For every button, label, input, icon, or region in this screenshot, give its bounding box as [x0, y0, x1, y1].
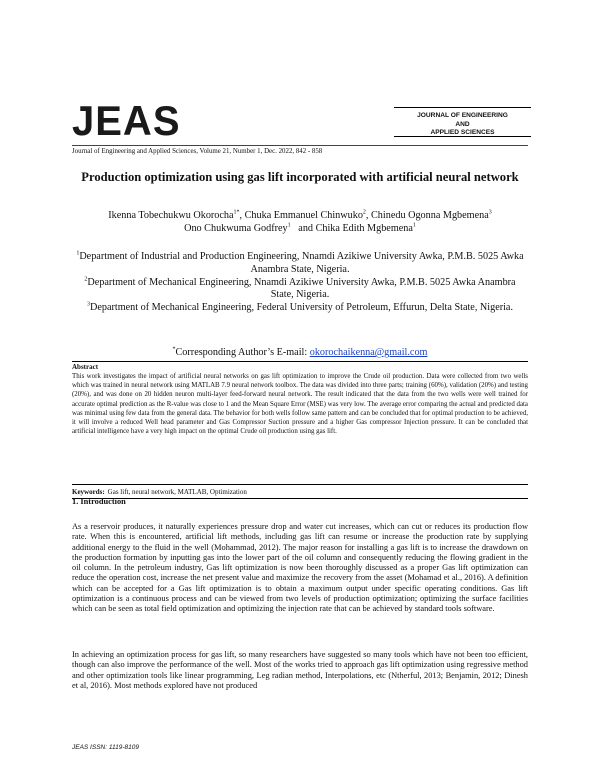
author-line-1: Ikenna Tobechukwu Okorocha$^{1*}$, Chuka Emmanuel Chinwuko$^2$, Chinedu Ogonna Mgbemena$^3$ — [108, 209, 492, 221]
journal-logo: JEAS — [72, 98, 181, 145]
intro-paragraph-2: In achieving an optimization process for gas lift, so many researchers have suggested so many tools which have not been too efficient, though can also improve the performance of the well. Most of the works tried to approach gas lift optimization using regressive method and other optimization tools like linear programming, Leg radian method, Interpolations, etc (Ntherful, 2013; Benjamin, 2012; Dinesh et al, 2016). Most methods explored have not produced — [72, 650, 528, 690]
header-divider — [72, 145, 528, 146]
journal-citation: Journal of Engineering and Applied Sciences, Volume 21, Number 1, Dec. 2022, 842 - 858 — [72, 148, 323, 155]
header-rule-top — [394, 107, 531, 108]
affiliation-item — [72, 277, 528, 303]
author-name: Ikenna Tobechukwu Okorocha — [108, 210, 234, 221]
journal-name-line: JOURNAL OF ENGINEERING — [417, 112, 508, 119]
affiliation-item — [72, 302, 528, 315]
keywords-line — [72, 488, 247, 496]
author-affil-mark: 1 — [287, 222, 291, 229]
author-affil-mark: 1* — [233, 209, 240, 216]
abstract-section — [72, 361, 528, 485]
paper-title: Production optimization using gas lift incorporated with artificial neural network — [81, 170, 519, 184]
keywords-rule — [72, 498, 528, 499]
affiliation-mark: 3 — [86, 301, 90, 308]
corresponding-label: Corresponding Author’s E-mail: — [175, 347, 310, 358]
affiliation-mark: 1 — [76, 250, 80, 257]
corresponding-mark: * — [172, 346, 176, 353]
author-affil-mark: 1 — [412, 222, 416, 229]
corresponding-email-link[interactable]: okorochaikenna@gmail.com — [309, 347, 428, 358]
author-name: Chuka Emmanuel Chinwuko — [244, 210, 363, 221]
author-joiner: and — [298, 223, 314, 234]
affiliation-text: Department of Mechanical Engineering, Nnamdi Azikiwe University Awka, P.M.B. 5025 Awka Anambra State, Nigeria. — [87, 276, 516, 301]
journal-name-line: AND — [455, 120, 470, 128]
corresponding-author — [72, 347, 528, 358]
keywords-label: Keywords: — [72, 488, 105, 496]
keywords-text: Gas lift, neural network, MATLAB, Optimization — [107, 488, 247, 496]
intro-heading: 1. Introduction — [72, 497, 126, 506]
affiliation-text: Department of Mechanical Engineering, Federal University of Petroleum, Effurun, Delta State, Nigeria. — [89, 302, 514, 314]
affiliation-mark: 2 — [84, 276, 88, 283]
header-rule-bottom — [394, 136, 531, 137]
author-name: Ono Chukwuma Godfrey — [184, 223, 288, 234]
author-list — [72, 209, 528, 235]
author-line-2 — [72, 222, 528, 235]
affiliations — [72, 251, 528, 315]
journal-name-line: APPLIED SCIENCES — [430, 129, 495, 137]
intro-paragraph-1: As a reservoir produces, it naturally experiences pressure drop and water cut increases, which can cut or reduces its production flow rate. When this is encountered, artificial lift methods, including gas lift can resume or increase the production rate by supplying additional energy to the fluid in the well (Mohammad, 2012). The major reason for installing a gas lift is to increase the drawdown on the production formation by inputting gas into the lower part of the oil column and consequently reducing the flowing gradient in the oil column. In the petroleum industry, Gas lift optimization is now been thoroughly discussed as a proper Gas lift optimization can reduce the operation cost, increase the net present value and maximize the recovery from the asset (Mohamad et al., 2016). A definition which can be accepted for a Gas lift optimization is to obtain a maximum output under specific operating conditions. Gas lift optimization is a continuous process and can be viewed from two levels of production optimization; optimizing the surface facilities which can be seen as total field optimization and optimizing the injection rate that can be achieved by standard tools software. — [72, 522, 528, 614]
abstract-heading: Abstract — [72, 363, 99, 371]
author-name: Chika Edith Mgbemena — [315, 223, 413, 234]
author-affil-mark: 3 — [488, 209, 492, 216]
journal-name-block — [397, 112, 528, 138]
author-name: Chinedu Ogonna Mgbemena — [371, 210, 489, 221]
abstract-text: This work investigates the impact of artificial neural networks on gas lift optimization to improve the Crude oil production. Data were collected from two wells which was trained in neural network using MATLAB 7.9 neural network toolbox. The data was divided into three parts; training (60%), validation (20%) and testing (20%), and was done on 20 hidden neuron multi-layer feed-forward neural network. The result indicated that the data from the two wells were well trained for accurate optimal prediction as the R-value was close to 1 and the Mean Square Error (MSE) was very low. The average error comparing the actual and predicted data was minimal using few data from the general data. The behavior for both wells follow same pattern and can be concluded that for optimal production to be achieved, it will involve a reduced Well head parameter and Gas Compressor Suction pressure and a higher Gas compressor Injection pressure. It can be concluded that artificial intelligence have a very high impact on the optimal Crude oil production using gas lift. — [72, 373, 528, 436]
author-affil-mark: 2 — [362, 209, 366, 216]
affiliation-text: Department of Industrial and Production Engineering, Nnamdi Azikiwe University Awka, P.M.B. 5025 Awka Anambra State, Nigeria. — [79, 251, 524, 275]
page-footer: JEAS ISSN: 1119-8109 — [72, 744, 139, 751]
affiliation-item — [72, 251, 528, 277]
